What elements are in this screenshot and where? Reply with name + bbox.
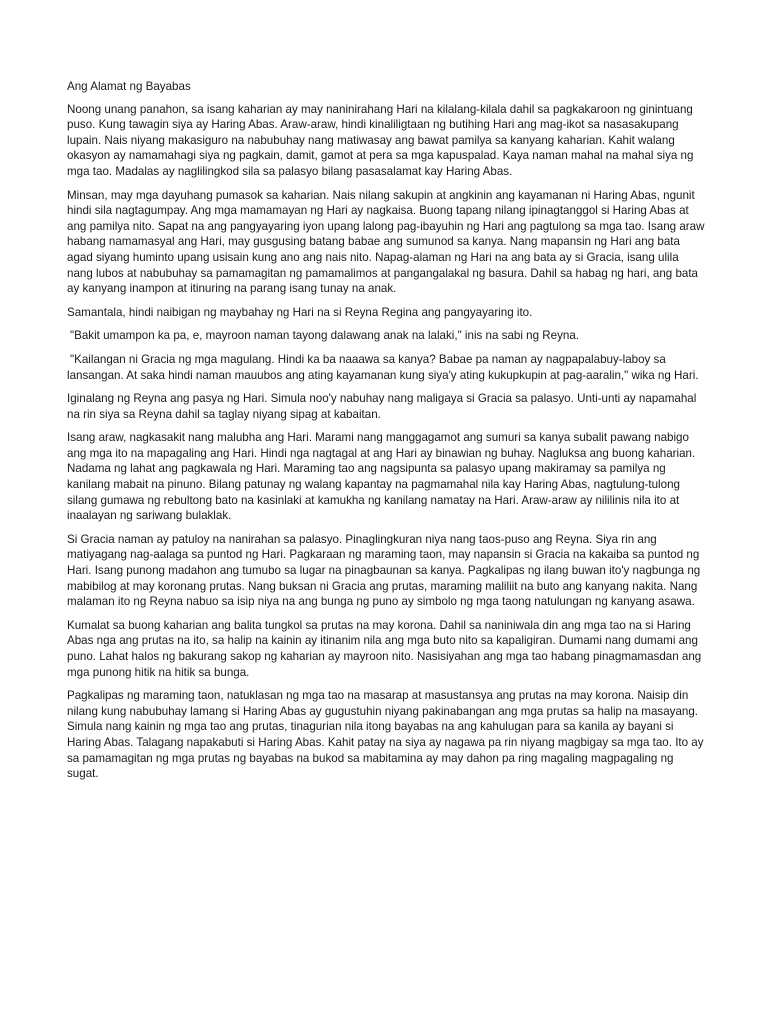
- paragraph-2: Minsan, may mga dayuhang pumasok sa kaharian. Nais nilang sakupin at angkinin ang kayamanan ni Haring Abas, ngunit hindi sila nagtagumpay. Ang mga mamamayan ng Hari ay nagkaisa. Buong tapang nilang ipinagtanggol si Haring Abas at ang pamilya nito. Sapat na ang pangyayaring iyon upang lalong pag-ibayuhin ng Hari ang pagtulong sa mga tao. Isang araw habang namamasyal ang Hari, may gusgusing batang babae ang sumunod sa kanya. Nang mapansin ng Hari ang bata agad siyang huminto upang usisain kung ano ang nais nito. Napag-alaman ng Hari na ang bata ay si Gracia, isang ulila nang lubos at nabubuhay sa pamamagitan ng pamamalimos at pangangalakal ng basura. Dahil sa habag ng hari, ang bata ay kanyang inampon at itinuring na parang isang tunay na anak.: [67, 188, 705, 296]
- paragraph-4-quote: "Bakit umampon ka pa, e, mayroon naman tayong dalawang anak na lalaki," inis na sabi ng Reyna.: [70, 329, 579, 343]
- paragraph-8: Si Gracia naman ay patuloy na nanirahan sa palasyo. Pinaglingkuran niya nang taos-puso ang Reyna. Siya rin ang matiyagang nag-aalaga sa puntod ng Hari. Pagkaraan ng maraming taon, may napansin si Gracia na kakaiba sa puntod ng Hari. Isang punong madahon ang tumubo sa lugar na pinagbaunan sa kanya. Pagkalipas ng ilang buwan ito'y nagbunga ng mabibilog at may koronang prutas. Nang buksan ni Gracia ang prutas, maraming maliliit na buto ang kanyang nakita. Nang malaman ito ng Reyna nabuo sa isip niya na ang bunga ng puno ay simbolo ng mga taong natulungan ng kanyang asawa.: [67, 532, 701, 609]
- document-page: [67, 79, 705, 790]
- paragraph-9: Kumalat sa buong kaharian ang balita tungkol sa prutas na may korona. Dahil sa naniniwala din ang mga tao na si Haring Abas nga ang prutas na ito, sa halip na kainin ay itinanim nila ang mga buto nito sa kapaligiran. Dumami nang dumami ang puno. Lahat halos ng bakurang sakop ng kaharian ay mayroon nito. Nasisiyahan ang mga tao habang pinagmamasdan ang mga punong hitik na hitik sa bunga.: [67, 618, 702, 679]
- paragraph-5-quote: "Kailangan ni Gracia ng mga magulang. Hindi ka ba naaawa sa kanya? Babae pa naman ay nagpapalabuy-laboy sa lansangan. At saka hindi naman mauubos ang ating kayamanan kung siya'y ating kukupkupin at pag-aaralin," wika ng Hari.: [67, 352, 699, 382]
- paragraph-7: Isang araw, nagkasakit nang malubha ang Hari. Marami nang manggagamot ang sumuri sa kanya subalit pawang nabigo ang mga ito na mapagaling ang Hari. Hindi nga nagtagal at ang Hari ay binawian ng buhay. Nagluksa ang buong kaharian. Nadama ng lahat ang pagkawala ng Hari. Maraming tao ang nagsipunta sa palasyo upang makiramay sa pamilya ng kanilang mabait na pinuno. Bilang patunay ng walang kapantay na pagmamahal nila kay Haring Abas, nagtulung-tulong silang gumawa ng rebultong bato na kasinlaki at kamukha ng kanilang namatay na Hari. Araw-araw ay nililinis nila ito at inaalayan ng sariwang bulaklak.: [67, 431, 696, 523]
- document-title: Ang Alamat ng Bayabas: [67, 80, 191, 93]
- paragraph-3: Samantala, hindi naibigan ng maybahay ng Hari na si Reyna Regina ang pangyayaring ito.: [67, 305, 533, 319]
- paragraph-1: Noong unang panahon, sa isang kaharian ay may naninirahang Hari na kilalang-kilala dahil sa pagkakaroon ng ginintuang puso. Kung tawagin siya ay Haring Abas. Araw-araw, hindi kinaliligtaan ng butihing Hari ang mag-ikot sa nasasakupang lupain. Nais niyang makasiguro na nabubuhay nang matiwasay ang bawat pamilya sa kanyang kaharian. Kahit walang okasyon ay namamahagi siya ng pagkain, damit, gamot at pera sa mga kapuspalad. Kaya naman mahal na mahal siya ng mga tao. Madalas ay naglilingkod sila sa palasyo bilang pasasalamat kay Haring Abas.: [67, 102, 694, 178]
- paragraph-10: Pagkalipas ng maraming taon, natuklasan ng mga tao na masarap at masustansya ang prutas na may korona. Naisip din nilang kung nabubuhay lamang si Haring Abas ay gugustuhin niyang pakinabangan ang mga prutas sa halip na masayang. Simula nang kainin ng mga tao ang prutas, tinagurian nila itong bayabas na ang kahulugan para sa kanila ay bayani si Haring Abas. Talagang napakabuti si Haring Abas. Kahit patay na siya ay nagawa pa rin niyang magbigay sa mga tao. Ito ay sa pamamagitan ng mga prutas ng bayabas na bukod sa mabitamina ay may dahon pa ring magaling magpagaling ng sugat.: [67, 689, 704, 781]
- paragraph-6: Iginalang ng Reyna ang pasya ng Hari. Simula noo'y nabuhay nang maligaya si Gracia sa palasyo. Unti-unti ay napamahal na rin siya sa Reyna dahil sa taglay niyang sipag at kabaitan.: [67, 392, 697, 421]
